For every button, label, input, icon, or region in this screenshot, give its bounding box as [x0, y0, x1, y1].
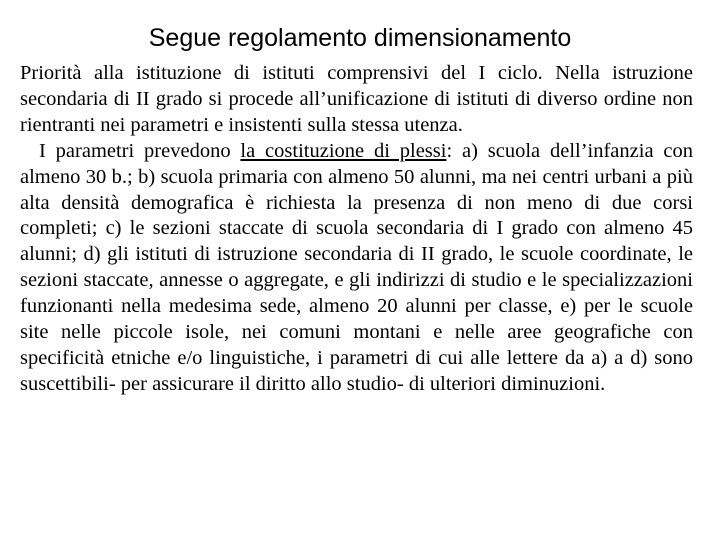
paragraph-parametri-lead: I parametri prevedono [39, 139, 241, 162]
underlined-phrase: la costituzione di plessi [240, 139, 447, 162]
paragraph-parametri-rest: : a) scuola dell’infanzia con almeno 30 b.; b) scuola primaria con almeno 50 alunni, ma nei centri urbani a più alta densità demografica è richiesta la presenza di non meno di due corsi completi; c) le sezioni staccate di scuola secondaria di I grado con almeno 45 alunni; d) gli istituti di istruzione secondaria di II grado, le scuole coordinate, le sezioni staccate, annesse o aggregate, e gli indirizzi di studio e le specializzazioni funzionanti nella medesima sede, almeno 20 alunni per classe, e) per le scuole site nelle piccole isole, nei comuni montani e nelle aree geografiche con specificità etniche e/o linguistiche, i parametri di cui alle lettere da a) a d) sono suscettibili- per assicurare il diritto allo studio- di ulteriori diminuzioni. [20, 139, 693, 395]
slide-body [20, 61, 693, 398]
slide-title: Segue regolamento dimensionamento [148, 24, 572, 52]
paragraph-parametri [20, 139, 693, 398]
paragraph-priority: Priorità alla istituzione di istituti comprensivi del I ciclo. Nella istruzione secondaria di II grado si procede all’unificazione di istituti di diverso ordine non rientranti nei parametri e insistenti sulla stessa utenza. [20, 62, 693, 136]
